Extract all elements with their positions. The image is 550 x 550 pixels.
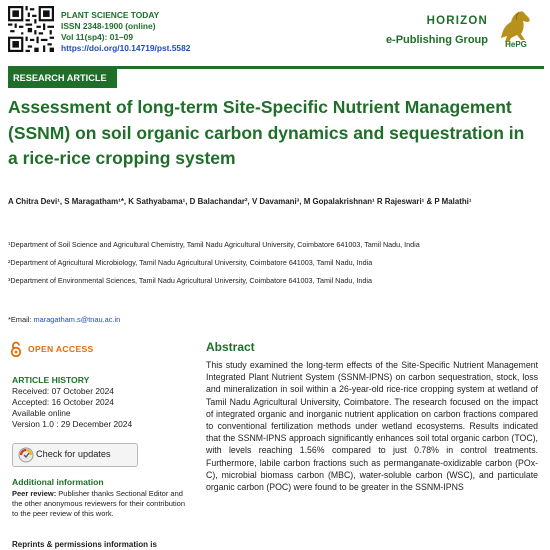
author-list: A Chitra Devi¹, S Maragatham¹*, K Sathyabama¹, D Balachandar², V Davamani³, M Gopalakrishnan¹ R Rajeswari¹ & P Malathi¹ <box>8 197 472 206</box>
corresponding-email: *Email: maragatham.s@tnau.ac.in <box>8 315 121 324</box>
journal-issn: ISSN 2348-1900 (online) <box>61 21 156 31</box>
peer-review-note: Peer review: Publisher thanks Sectional Editor and the other anonymous reviewers for their contribution to the peer review of this work. <box>12 489 186 518</box>
hepg-logo-text: HePG <box>505 40 527 49</box>
journal-volume: Vol 11(sp4): 01–09 <box>61 32 133 42</box>
accepted-date: Accepted: 16 October 2024 <box>12 397 114 407</box>
check-for-updates-button[interactable] <box>12 443 138 467</box>
article-type-badge: RESEARCH ARTICLE <box>8 69 117 88</box>
check-updates-icon <box>18 447 34 463</box>
affiliation-1: ¹Department of Soil Science and Agricultural Chemistry, Tamil Nadu Agricultural University, Coimbatore 641003, Tamil Nadu, India <box>8 240 420 249</box>
version-date: Version 1.0 : 29 December 2024 <box>12 419 133 429</box>
available-online: Available online <box>12 408 71 418</box>
reprints-permissions: Reprints & permissions information is <box>12 540 157 549</box>
check-for-updates-label: Check for updates <box>36 449 111 459</box>
open-access-lock-icon <box>10 341 22 357</box>
additional-info-heading: Additional information <box>12 477 104 487</box>
affiliation-3: ³Department of Environmental Sciences, Tamil Nadu Agricultural University, Coimbatore 641003, Tamil Nadu, India <box>8 276 372 285</box>
email-link[interactable]: maragatham.s@tnau.ac.in <box>33 315 121 324</box>
open-access-label: OPEN ACCESS <box>28 344 94 354</box>
abstract-heading: Abstract <box>206 340 255 354</box>
publisher-name: HORIZON <box>426 15 488 27</box>
publisher-group: e-Publishing Group <box>385 34 488 46</box>
journal-name: PLANT SCIENCE TODAY <box>61 10 160 20</box>
abstract-text: This study examined the long-term effects of the Site-Specific Nutrient Management Integrated Plant Nutrient System (SSNM-IPNS) on carbon sequestration, stock, loss and mineralization in soil within a 26-year-old rice-rice cropping system at wetland of Tamil Nadu Agricultural University, Coimbatore. The research focused on the impact of integrated organic and inorganic nutrient application on carbon fractions compared to conventional fertilization methods under wetland ecosystems. Results indicated that the SSNM-IPNS approach significantly enhances soil total organic carbon (TOC), with levels reaching 1.56% compared to just 0.78% in control treatments. Furthermore, labile carbon fractions such as permanganate-oxidizable carbon (POx-C), microbial biomass carbon (MBC), water-soluble carbon (WSC), and particulate organic carbon (POC) were found to be greater in the SSNM-IPNS <box>206 360 538 493</box>
article-history-heading: ARTICLE HISTORY <box>12 375 90 385</box>
affiliation-2: ²Department of Agricultural Microbiology, Tamil Nadu Agricultural University, Coimbatore 641003, Tamil Nadu, India <box>8 258 373 267</box>
doi-link[interactable]: https://doi.org/10.14719/pst.5582 <box>61 43 191 53</box>
article-title: Assessment of long-term Site-Specific Nutrient Management (SSNM) on soil organic carbon dynamics and sequestration in a rice-rice cropping system <box>8 97 525 168</box>
received-date: Received: 07 October 2024 <box>12 386 114 396</box>
qr-code-icon <box>8 6 54 52</box>
